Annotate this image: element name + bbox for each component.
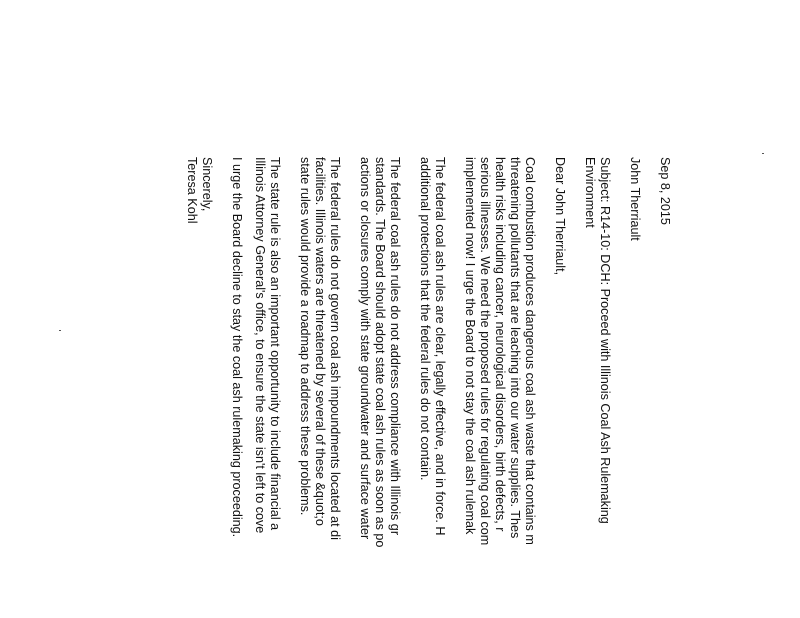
letter-recipient: John Therriault: [628, 157, 642, 241]
letter-paragraph: [229, 157, 244, 618]
letter-signature: Teresa Kohl: [185, 157, 199, 224]
paragraph-line: threatening pollutants that are leaching into our water supplies. Thes: [508, 157, 522, 539]
paragraph-line: Illinois Attorney General's office, to ensure the state isn't left to cove: [253, 157, 267, 534]
letter-paragraph: [252, 157, 282, 618]
paragraph-line: standards. The Board should adopt state coal ash rules as soon as po: [373, 157, 387, 548]
paragraph-line: The state rule is also an important opportunity to include financial a: [268, 157, 282, 531]
letter-closing: Sincerely,: [200, 157, 214, 212]
paragraph-line: implemented now! I urge the Board to not stay the coal ash rulemak: [463, 157, 477, 535]
paragraph-line: additional protections that the federal rules do not contain.: [418, 157, 432, 481]
letter-salutation: Dear John Therriault,: [553, 157, 567, 276]
letter-paragraph: [297, 157, 342, 618]
scan-speck: [59, 330, 61, 331]
paragraph-line: state rules would provide a roadmap to address these problems.: [298, 157, 312, 516]
paragraph-line: health risks including cancer, neurological disorders, birth defects, r: [493, 157, 507, 532]
paragraph-line: Coal combustion produces dangerous coal ash waste that contains m: [523, 157, 537, 545]
paragraph-line: facilities. Illinois waters are threatened by several of these &quot;o: [313, 157, 327, 526]
letter-date: Sep 8, 2015: [658, 157, 672, 225]
letter-paragraph: [417, 157, 447, 618]
letter-paragraph: [357, 157, 402, 618]
subject-line: Subject: R14-10: DCH: Proceed with Illinois Coal Ash Rulemaking: [598, 157, 612, 524]
paragraph-line: The federal coal ash rules do not address compliance with Illinois gr: [388, 157, 402, 536]
paragraph-line: I urge the Board decline to stay the coal ash rulemaking proceeding.: [230, 157, 244, 538]
scan-speck: [762, 153, 764, 154]
subject-line: Environment: [583, 157, 597, 228]
letter-paragraph: [462, 157, 537, 618]
paragraph-line: The federal rules do not govern coal ash impoundments located at di: [328, 157, 342, 540]
paragraph-line: serious illnesses. We need the proposed rules for regulating coal com: [478, 157, 492, 546]
letter-subject: [582, 157, 612, 618]
paragraph-line: actions or closures comply with state groundwater and surface water: [358, 157, 372, 540]
letter-body: [184, 157, 672, 618]
paragraph-line: The federal coal ash rules are clear, legally effective, and in force. H: [433, 157, 447, 536]
